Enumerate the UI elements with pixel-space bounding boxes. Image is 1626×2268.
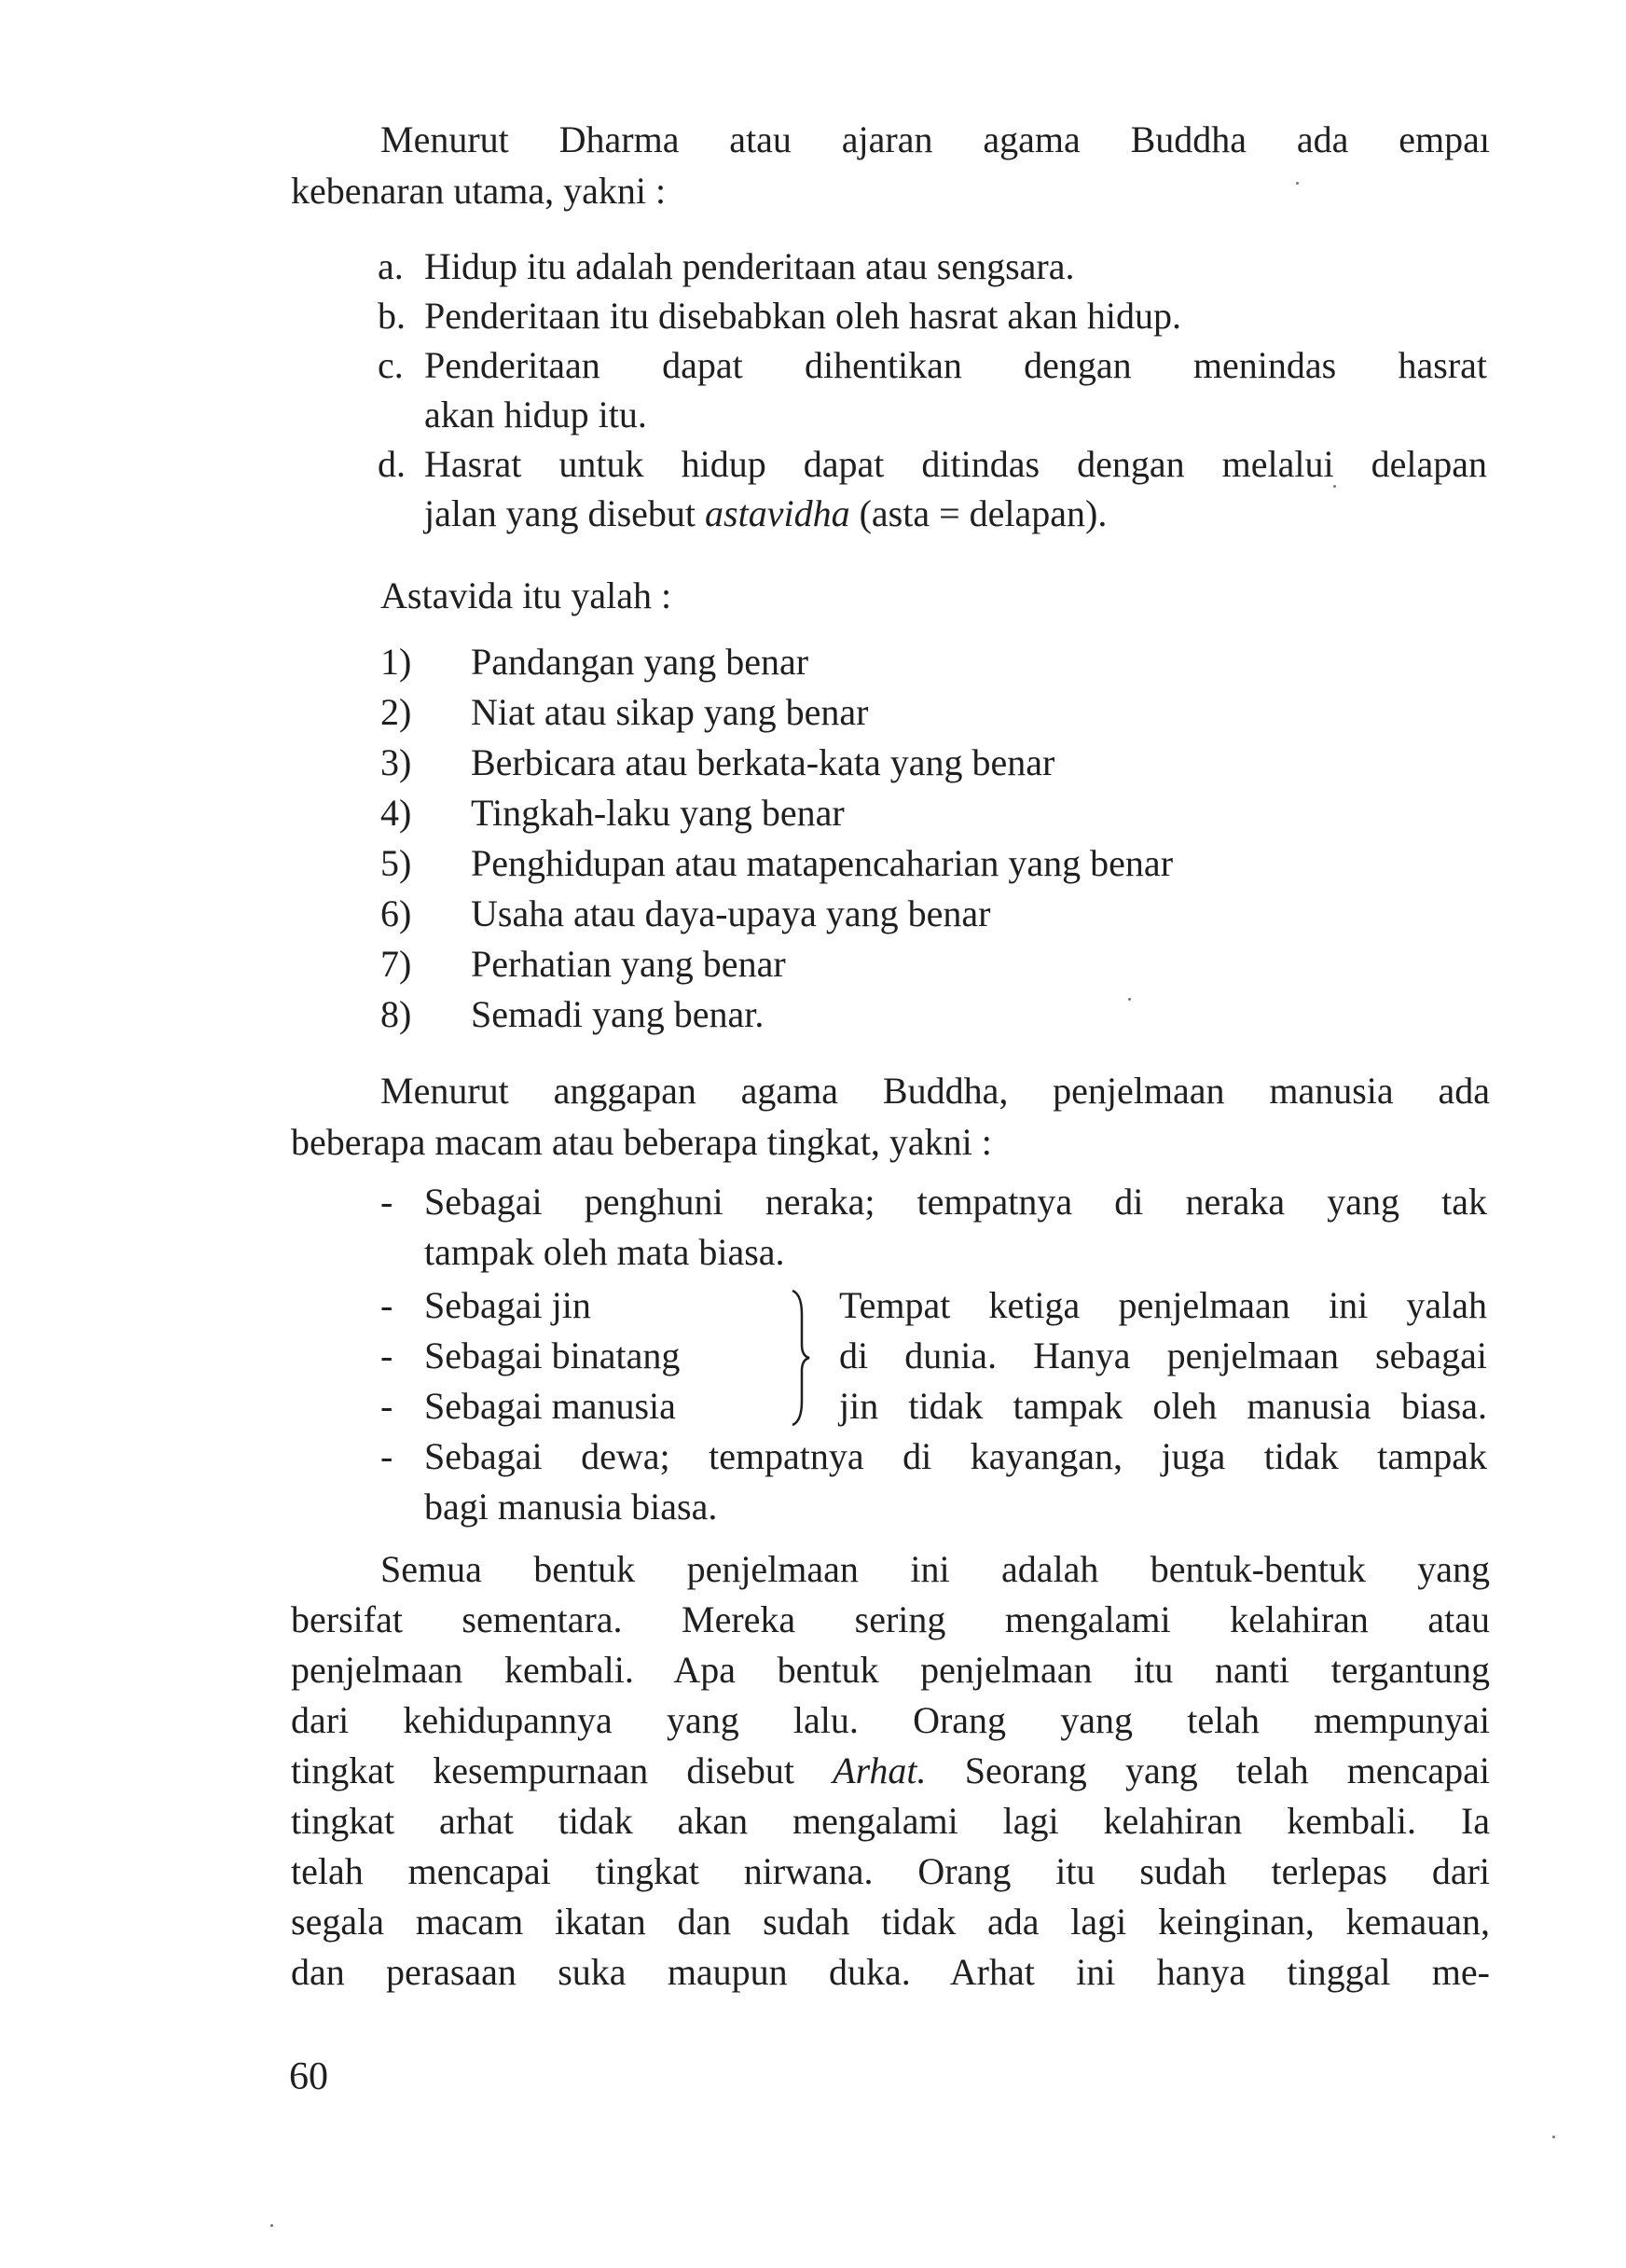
astavida-item: Berbicara atau berkata-kata yang benar [471,741,1055,783]
closing-line: telah mencapai tingkat nirwana. Orang itu sudah terlepas dari [291,1850,1490,1892]
incarnation-intro-line-1: Menurut anggapan agama Buddha, penjelmaan manusia ada [380,1070,1490,1112]
astavidha-term: astavidha [705,492,850,534]
scan-speck [1296,182,1299,185]
astavida-number: 3) [380,741,412,783]
incarnation-hell: Sebagai penghuni neraka; tempatnya di neraka yang tak [424,1181,1487,1223]
closing-line: penjelmaan kembali. Apa bentuk penjelmaan itu nanti tergantung [291,1649,1490,1691]
incarnation-jin: Sebagai jin [424,1284,591,1326]
closing-line: tingkat arhat tidak akan mengalami lagi kelahiran kembali. Ia [291,1800,1490,1842]
grouped-note-line-2: di dunia. Hanya penjelmaan sebagai [839,1335,1487,1376]
truth-marker: d. [378,443,406,485]
incarnation-god: Sebagai dewa; tempatnya di kayangan, juga tidak tampak [424,1435,1487,1477]
incarnation-god-cont: bagi manusia biasa. [424,1486,718,1528]
truth-marker: c. [378,344,404,386]
scan-speck [1333,485,1336,488]
scan-speck [270,2224,273,2227]
truth-text: Penderitaan dapat dihentikan dengan menindas hasrat [424,344,1487,386]
truth-marker: b. [378,295,406,337]
dash-marker: - [380,1435,393,1477]
astavida-number: 4) [380,792,412,834]
truth-text-cont: akan hidup itu. [424,394,647,436]
truth-text: Hasrat untuk hidup dapat ditindas dengan melalui delapan [424,443,1487,485]
astavida-number: 7) [380,943,412,985]
closing-line: bersifat sementara. Mereka sering mengalami kelahiran atau [291,1598,1490,1640]
dash-marker: - [380,1284,393,1326]
grouping-brace-icon [787,1287,813,1429]
closing-line: dan perasaan suka maupun duka. Arhat ini hanya tinggal me- [291,1951,1490,1993]
truth-marker: a. [378,245,404,287]
incarnation-hell-cont: tampak oleh mata biasa. [424,1231,785,1273]
astavida-item: Pandangan yang benar [471,641,809,683]
closing-line: tingkat kesempurnaan disebut Arhat. Seorang yang telah mencapai [291,1749,1491,1791]
astavida-number: 8) [380,993,412,1035]
astavida-item: Niat atau sikap yang benar [471,691,869,733]
incarnation-human: Sebagai manusia [424,1385,676,1427]
truth-text-cont: jalan yang disebut astavidha (asta = delapan). [424,492,1108,534]
closing-line: dari kehidupannya yang lalu. Orang yang telah mempunyai [291,1699,1490,1741]
truth-text: Hidup itu adalah penderitaan atau sengsara. [424,245,1075,287]
incarnation-animal: Sebagai binatang [424,1335,681,1376]
dash-marker: - [380,1335,393,1376]
astavida-number: 6) [380,892,412,934]
astavida-item: Semadi yang benar. [471,993,765,1035]
astavida-number: 5) [380,842,412,884]
incarnation-intro-line-2: beberapa macam atau beberapa tingkat, yakni : [291,1121,992,1163]
grouped-note-line-1: Tempat ketiga penjelmaan ini yalah [839,1284,1487,1326]
astavida-intro: Astavida itu yalah : [380,574,672,616]
arhat-term: Arhat. [833,1749,927,1791]
page-number: 60 [289,2055,328,2098]
astavida-item: Usaha atau daya-upaya yang benar [471,892,991,934]
astavida-item: Penghidupan atau matapencaharian yang benar [471,842,1174,884]
intro-line-2: kebenaran utama, yakni : [291,170,667,212]
astavida-item: Perhatian yang benar [471,943,786,985]
truth-text: Penderitaan itu disebabkan oleh hasrat akan hidup. [424,295,1181,337]
closing-line: Semua bentuk penjelmaan ini adalah bentuk-bentuk yang [380,1548,1490,1590]
intro-line-1: Menurut Dharma atau ajaran agama Buddha ada empaı [380,118,1490,160]
dash-marker: - [380,1181,393,1223]
astavida-number: 1) [380,641,412,683]
scan-speck [1552,2136,1555,2138]
scan-speck [1128,998,1131,1001]
closing-line: segala macam ikatan dan sudah tidak ada lagi keinginan, kemauan, [291,1901,1490,1943]
astavida-item: Tingkah-laku yang benar [471,792,845,834]
dash-marker: - [380,1385,393,1427]
astavida-number: 2) [380,691,412,733]
grouped-note-line-3: jin tidak tampak oleh manusia biasa. [839,1385,1487,1427]
